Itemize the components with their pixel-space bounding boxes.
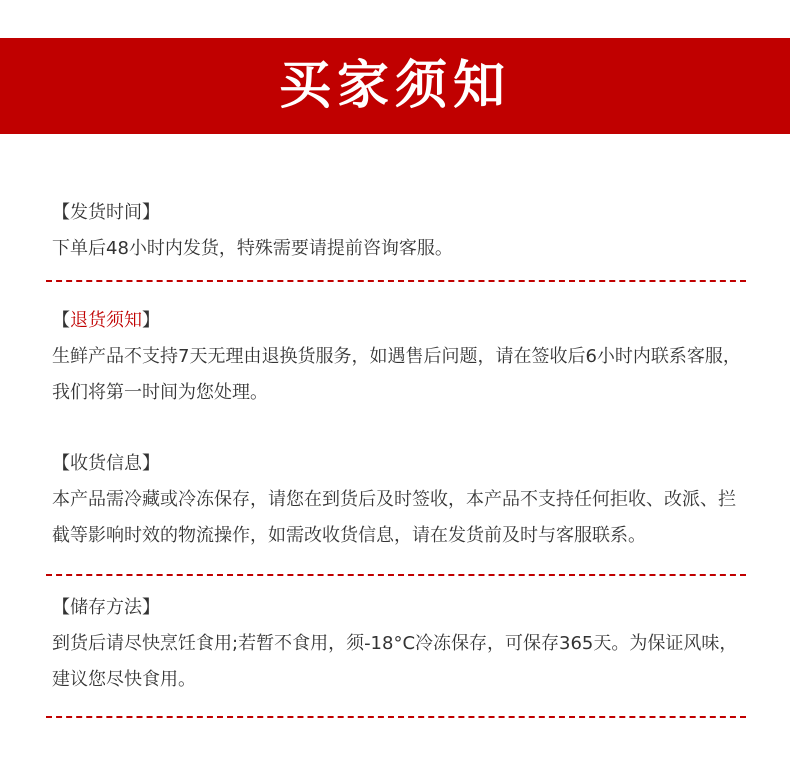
bracket-open: 【 [52,453,70,474]
section-return-policy [52,309,752,411]
dashed-divider [46,280,746,282]
section-heading [52,201,752,225]
bracket-open: 【 [52,597,70,618]
bracket-close: 】 [142,453,160,474]
section-heading [52,596,752,620]
section-body: 到货后请尽快烹饪食用;若暂不食用，须-18°C冷冻保存，可保存365天。为保证风味，建议您尽快食用。 [52,633,738,690]
section-body: 下单后48小时内发货，特殊需要请提前咨询客服。 [52,238,453,259]
section-heading [52,309,752,333]
section-shipping-time [52,201,752,267]
dashed-divider [46,574,746,576]
bracket-open: 【 [52,202,70,223]
section-title: 发货时间 [70,202,142,223]
section-body: 生鲜产品不支持7天无理由退换货服务，如遇售后问题，请在签收后6小时内联系客服，我们将第一时间为您处理。 [52,346,741,403]
page-title: 买家须知 [278,55,511,116]
bracket-close: 】 [142,597,160,618]
dashed-divider [46,716,746,718]
section-title: 退货须知 [70,310,142,331]
bracket-open: 【 [52,310,70,331]
bracket-close: 】 [142,310,160,331]
section-body: 本产品需冷藏或冷冻保存，请您在到货后及时签收，本产品不支持任何拒收、改派、拦截等影响时效的物流操作，如需改收货信息，请在发货前及时与客服联系。 [52,489,736,546]
bracket-close: 】 [142,202,160,223]
section-receiving-info [52,452,752,554]
section-title: 储存方法 [70,597,142,618]
title-banner [0,38,790,134]
section-heading [52,452,752,476]
section-title: 收货信息 [70,453,142,474]
section-storage-method [52,596,752,698]
